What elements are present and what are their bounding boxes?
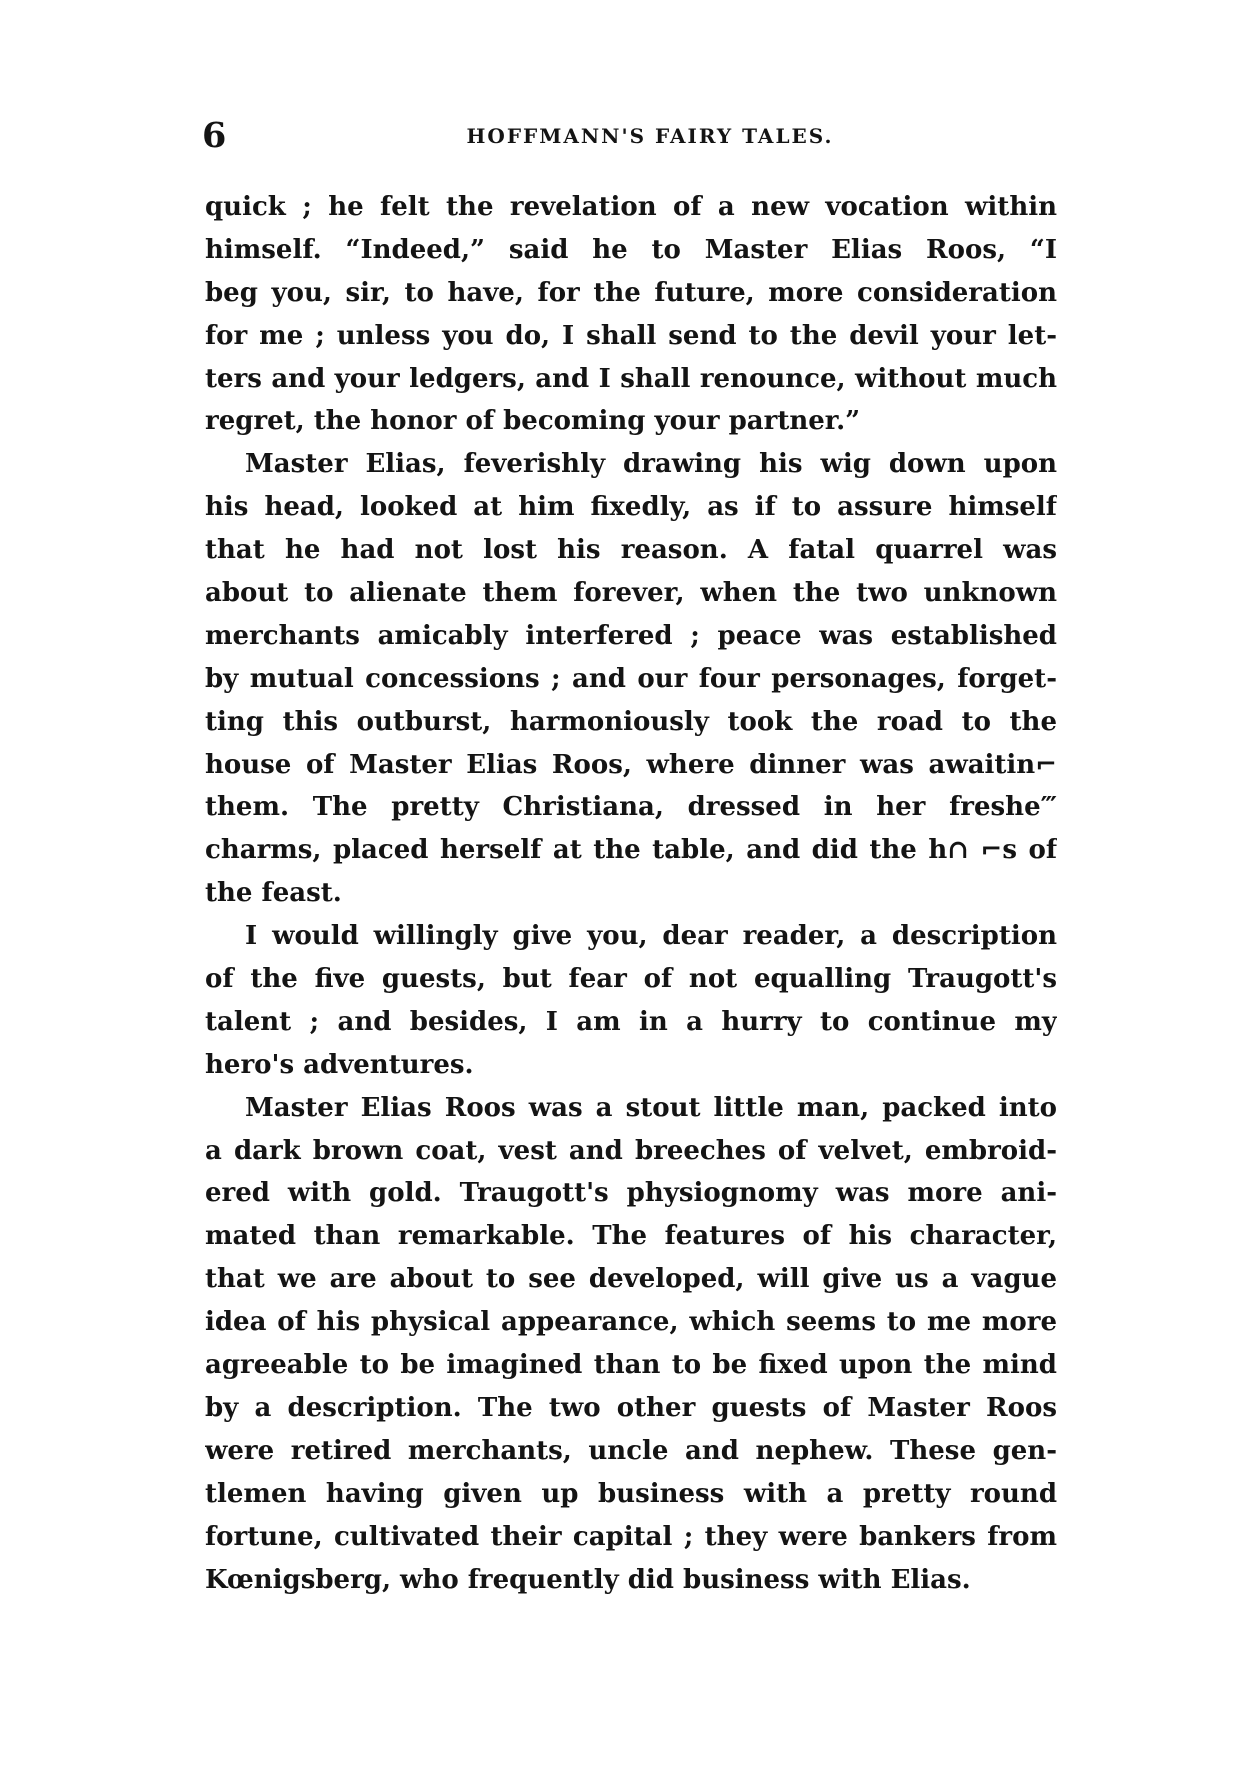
- text-line: about to alienate them forever, when the two unknown: [205, 578, 1057, 609]
- text-line: regret, the honor of becoming your partner.”: [205, 406, 861, 437]
- paragraph: [205, 186, 1057, 443]
- text-line: ered with gold. Traugott's physiognomy was more ani-: [205, 1178, 1057, 1209]
- text-line: were retired merchants, uncle and nephew. These gen-: [205, 1435, 1057, 1466]
- text-line: agreeable to be imagined than to be fixed upon the mind: [205, 1350, 1057, 1381]
- text-line: a dark brown coat, vest and breeches of velvet, embroid-: [205, 1135, 1057, 1166]
- text-line: Master Elias, feverishly drawing his wig down upon: [245, 449, 1057, 480]
- text-line: himself. “Indeed,” said he to Master Elias Roos, “I: [205, 234, 1057, 265]
- text-line: of the five guests, but fear of not equalling Traugott's: [205, 964, 1057, 995]
- text-line: mated than remarkable. The features of his character,: [205, 1221, 1057, 1252]
- text-line: by a description. The two other guests of Master Roos: [205, 1392, 1057, 1423]
- text-line: for me ; unless you do, I shall send to the devil your let-: [205, 320, 1057, 351]
- text-line: the feast.: [205, 878, 342, 909]
- page-number: 6: [202, 115, 227, 156]
- text-line: house of Master Elias Roos, where dinner was awaitin⌐: [205, 749, 1057, 780]
- text-line: fortune, cultivated their capital ; they were bankers from: [205, 1521, 1057, 1552]
- text-line: Master Elias Roos was a stout little man, packed into: [245, 1092, 1057, 1123]
- body-text: [205, 186, 1057, 1601]
- paragraph: [205, 443, 1057, 915]
- text-line: that he had not lost his reason. A fatal quarrel was: [205, 535, 1057, 566]
- paragraph: [205, 915, 1057, 1087]
- text-line: tlemen having given up business with a pretty round: [205, 1478, 1057, 1509]
- running-title: HOFFMANN'S FAIRY TALES.: [466, 124, 834, 148]
- text-line: his head, looked at him fixedly, as if to assure himself: [205, 492, 1057, 523]
- text-line: ting this outburst, harmoniously took the road to the: [205, 706, 1057, 737]
- running-head: [202, 112, 1062, 160]
- text-line: quick ; he felt the revelation of a new vocation within: [205, 192, 1057, 222]
- text-line: talent ; and besides, I am in a hurry to continue my: [205, 1006, 1057, 1037]
- text-line: charms, placed herself at the table, and did the h∩ ⌐s of: [205, 835, 1057, 866]
- text-line: by mutual concessions ; and our four personages, forget-: [205, 663, 1057, 694]
- text-line: ters and your ledgers, and I shall renounce, without much: [205, 363, 1057, 394]
- text-line: merchants amicably interfered ; peace was established: [205, 620, 1057, 651]
- text-line: idea of his physical appearance, which seems to me more: [205, 1307, 1057, 1338]
- text-line: hero's adventures.: [205, 1049, 474, 1080]
- text-line: that we are about to see developed, will give us a vague: [205, 1264, 1057, 1295]
- text-line: I would willingly give you, dear reader, a description: [245, 921, 1057, 952]
- paragraph: [205, 1087, 1057, 1602]
- text-line: Kœnigsberg, who frequently did business with Elias.: [205, 1564, 971, 1595]
- text-line: beg you, sir, to have, for the future, more consideration: [205, 277, 1057, 308]
- text-line: them. The pretty Christiana, dressed in her freshe‴: [205, 792, 1057, 823]
